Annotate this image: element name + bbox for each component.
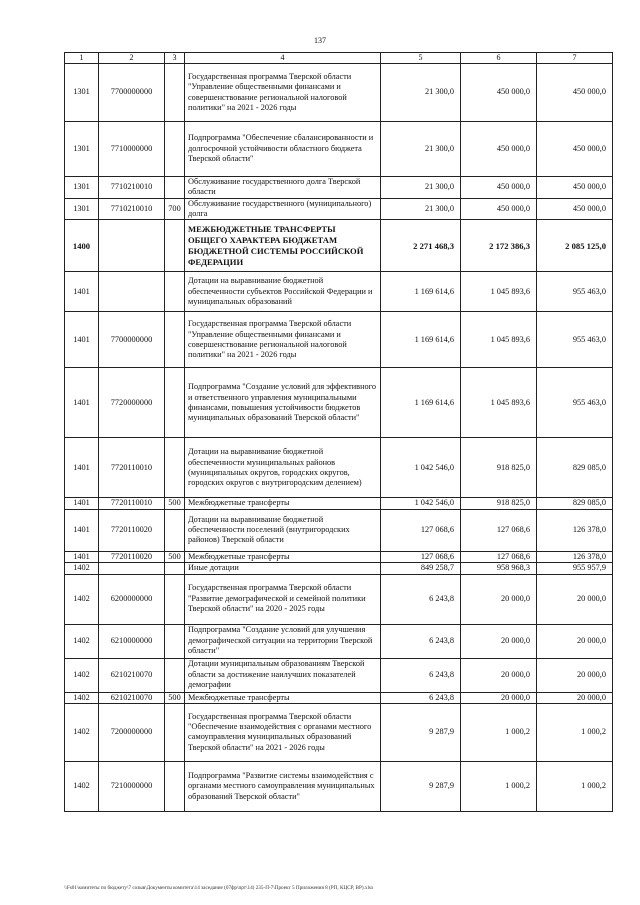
amount-2025-cell: 1 045 893,6 (461, 312, 537, 368)
target-code-cell: 7720110020 (99, 509, 165, 551)
section-code-cell: 1401 (65, 272, 99, 312)
table-row (65, 220, 613, 272)
table-row (65, 624, 613, 658)
expense-type-cell (165, 574, 185, 624)
column-header: 7 (537, 53, 613, 64)
column-header: 6 (461, 53, 537, 64)
file-path-footer: \\Fs01\комитеты по бюджету\7 созыв\Документы комитета\14 заседание (07фр\прт\14) 235-П-7\Проект 5 Приложения 8 (РП, КЦСР, ВР).xlsx (64, 885, 374, 891)
table-row (65, 761, 613, 811)
description-cell: Межбюджетные трансферты (185, 692, 381, 703)
amount-2025-cell: 20 000,0 (461, 624, 537, 658)
amount-2025-cell: 1 045 893,6 (461, 272, 537, 312)
amount-2025-cell: 450 000,0 (461, 122, 537, 177)
amount-2024-cell: 127 068,6 (381, 551, 461, 562)
target-code-cell: 6210000000 (99, 624, 165, 658)
expense-type-cell: 500 (165, 498, 185, 509)
amount-2024-cell: 1 169 614,6 (381, 368, 461, 438)
amount-2024-cell: 1 169 614,6 (381, 272, 461, 312)
description-cell: Обслуживание государственного (муниципального) долга (185, 198, 381, 220)
amount-2026-cell: 955 463,0 (537, 272, 613, 312)
target-code-cell: 7720110010 (99, 438, 165, 498)
amount-2025-cell: 1 000,2 (461, 761, 537, 811)
expense-type-cell (165, 220, 185, 272)
target-code-cell: 7710210010 (99, 177, 165, 199)
column-header: 5 (381, 53, 461, 64)
description-cell: Дотации муниципальным образованиям Тверской области за достижение наилучших показателей демографии (185, 658, 381, 692)
expense-type-cell (165, 64, 185, 122)
table-row (65, 122, 613, 177)
section-code-cell: 1301 (65, 64, 99, 122)
description-cell: Государственная программа Тверской области "Управление общественными финансами и совершенствование региональной налоговой политики" на 2021 - 2026 годы (185, 64, 381, 122)
table-row (65, 563, 613, 574)
section-code-cell: 1402 (65, 658, 99, 692)
amount-2026-cell: 450 000,0 (537, 64, 613, 122)
amount-2024-cell: 6 243,8 (381, 692, 461, 703)
amount-2024-cell: 849 258,7 (381, 563, 461, 574)
amount-2025-cell: 1 045 893,6 (461, 368, 537, 438)
amount-2025-cell: 450 000,0 (461, 64, 537, 122)
description-cell: МЕЖБЮДЖЕТНЫЕ ТРАНСФЕРТЫ ОБЩЕГО ХАРАКТЕРА БЮДЖЕТАМ БЮДЖЕТНОЙ СИСТЕМЫ РОССИЙСКОЙ ФЕДЕРАЦИИ (185, 220, 381, 272)
amount-2025-cell: 958 968,3 (461, 563, 537, 574)
amount-2024-cell: 6 243,8 (381, 624, 461, 658)
amount-2024-cell: 2 271 468,3 (381, 220, 461, 272)
table-row (65, 658, 613, 692)
description-cell: Государственная программа Тверской области "Развитие демографической и семейной политики Тверской области" на 2020 - 2025 годы (185, 574, 381, 624)
expense-type-cell (165, 703, 185, 761)
table-row (65, 438, 613, 498)
expense-type-cell (165, 272, 185, 312)
amount-2025-cell: 1 000,2 (461, 703, 537, 761)
expense-type-cell (165, 624, 185, 658)
amount-2024-cell: 1 042 546,0 (381, 498, 461, 509)
target-code-cell: 6200000000 (99, 574, 165, 624)
section-code-cell: 1401 (65, 368, 99, 438)
amount-2026-cell: 126 378,0 (537, 551, 613, 562)
section-code-cell: 1401 (65, 551, 99, 562)
section-code-cell: 1402 (65, 692, 99, 703)
amount-2026-cell: 955 463,0 (537, 312, 613, 368)
description-cell: Дотации на выравнивание бюджетной обеспеченности муниципальных районов (муниципальных округов, городских округов, городских округов с внутригородским делением) (185, 438, 381, 498)
target-code-cell (99, 272, 165, 312)
table-row (65, 177, 613, 199)
amount-2026-cell: 450 000,0 (537, 122, 613, 177)
target-code-cell: 6210210070 (99, 692, 165, 703)
description-cell: Межбюджетные трансферты (185, 498, 381, 509)
section-code-cell: 1301 (65, 198, 99, 220)
description-cell: Подпрограмма "Создание условий для улучшения демографической ситуации на территории Тверской области" (185, 624, 381, 658)
section-code-cell: 1400 (65, 220, 99, 272)
section-code-cell: 1402 (65, 761, 99, 811)
section-code-cell: 1401 (65, 498, 99, 509)
description-cell: Подпрограмма "Создание условий для эффективного и ответственного управления муниципальными финансами, повышения устойчивости бюджетов муниципальных образований Тверской области" (185, 368, 381, 438)
table-row (65, 692, 613, 703)
table-row (65, 272, 613, 312)
description-cell: Дотации на выравнивание бюджетной обеспеченности поселений (внутригородских районов) Тверской области (185, 509, 381, 551)
target-code-cell: 6210210070 (99, 658, 165, 692)
amount-2024-cell: 6 243,8 (381, 658, 461, 692)
target-code-cell: 7210000000 (99, 761, 165, 811)
table-row (65, 312, 613, 368)
expense-type-cell: 500 (165, 692, 185, 703)
section-code-cell: 1401 (65, 509, 99, 551)
amount-2025-cell: 918 825,0 (461, 498, 537, 509)
section-code-cell: 1301 (65, 177, 99, 199)
amount-2024-cell: 127 068,6 (381, 509, 461, 551)
amount-2026-cell: 955 463,0 (537, 368, 613, 438)
expense-type-cell (165, 658, 185, 692)
amount-2024-cell: 1 169 614,6 (381, 312, 461, 368)
section-code-cell: 1301 (65, 122, 99, 177)
section-code-cell: 1402 (65, 703, 99, 761)
expense-type-cell (165, 312, 185, 368)
amount-2025-cell: 20 000,0 (461, 574, 537, 624)
expense-type-cell (165, 438, 185, 498)
description-cell: Государственная программа Тверской области "Обеспечение взаимодействия с органами местного самоуправления муниципальных образований Тверской области" на 2021 - 2026 годы (185, 703, 381, 761)
description-cell: Подпрограмма "Развитие системы взаимодействия с органами местного самоуправления муниципальных образований Тверской области" (185, 761, 381, 811)
section-code-cell: 1401 (65, 438, 99, 498)
expense-type-cell (165, 761, 185, 811)
amount-2025-cell: 2 172 386,3 (461, 220, 537, 272)
amount-2026-cell: 450 000,0 (537, 198, 613, 220)
target-code-cell: 7710000000 (99, 122, 165, 177)
target-code-cell (99, 220, 165, 272)
amount-2026-cell: 20 000,0 (537, 624, 613, 658)
section-code-cell: 1402 (65, 574, 99, 624)
amount-2024-cell: 1 042 546,0 (381, 438, 461, 498)
amount-2026-cell: 20 000,0 (537, 574, 613, 624)
amount-2026-cell: 2 085 125,0 (537, 220, 613, 272)
column-header: 4 (185, 53, 381, 64)
table-row (65, 551, 613, 562)
description-cell: Государственная программа Тверской области "Управление общественными финансами и совершенствование региональной налоговой политики" на 2021 - 2026 годы (185, 312, 381, 368)
amount-2025-cell: 20 000,0 (461, 692, 537, 703)
target-code-cell: 7720110020 (99, 551, 165, 562)
table-row (65, 368, 613, 438)
amount-2024-cell: 9 287,9 (381, 761, 461, 811)
amount-2026-cell: 20 000,0 (537, 658, 613, 692)
amount-2024-cell: 21 300,0 (381, 122, 461, 177)
description-cell: Иные дотации (185, 563, 381, 574)
budget-table (64, 52, 613, 812)
page-number: 137 (314, 36, 326, 45)
section-code-cell: 1402 (65, 624, 99, 658)
amount-2026-cell: 1 000,2 (537, 703, 613, 761)
expense-type-cell: 500 (165, 551, 185, 562)
expense-type-cell (165, 563, 185, 574)
amount-2026-cell: 20 000,0 (537, 692, 613, 703)
amount-2026-cell: 1 000,2 (537, 761, 613, 811)
expense-type-cell (165, 509, 185, 551)
table-header-row (65, 53, 613, 64)
amount-2024-cell: 9 287,9 (381, 703, 461, 761)
target-code-cell (99, 563, 165, 574)
amount-2026-cell: 829 085,0 (537, 498, 613, 509)
amount-2025-cell: 20 000,0 (461, 658, 537, 692)
expense-type-cell (165, 122, 185, 177)
expense-type-cell (165, 177, 185, 199)
description-cell: Дотации на выравнивание бюджетной обеспеченности субъектов Российской Федерации и муниципальных образований (185, 272, 381, 312)
amount-2025-cell: 450 000,0 (461, 198, 537, 220)
expense-type-cell: 700 (165, 198, 185, 220)
amount-2025-cell: 127 068,6 (461, 551, 537, 562)
amount-2026-cell: 955 957,9 (537, 563, 613, 574)
table-row (65, 703, 613, 761)
target-code-cell: 7700000000 (99, 312, 165, 368)
target-code-cell: 7710210010 (99, 198, 165, 220)
target-code-cell: 7720000000 (99, 368, 165, 438)
section-code-cell: 1402 (65, 563, 99, 574)
amount-2024-cell: 21 300,0 (381, 177, 461, 199)
table-row (65, 509, 613, 551)
table-row (65, 498, 613, 509)
column-header: 3 (165, 53, 185, 64)
amount-2025-cell: 127 068,6 (461, 509, 537, 551)
description-cell: Обслуживание государственного долга Тверской области (185, 177, 381, 199)
target-code-cell: 7200000000 (99, 703, 165, 761)
amount-2024-cell: 21 300,0 (381, 198, 461, 220)
table-row (65, 198, 613, 220)
amount-2026-cell: 126 378,0 (537, 509, 613, 551)
column-header: 1 (65, 53, 99, 64)
amount-2024-cell: 6 243,8 (381, 574, 461, 624)
target-code-cell: 7720110010 (99, 498, 165, 509)
amount-2026-cell: 829 085,0 (537, 438, 613, 498)
table-row (65, 574, 613, 624)
amount-2026-cell: 450 000,0 (537, 177, 613, 199)
target-code-cell: 7700000000 (99, 64, 165, 122)
section-code-cell: 1401 (65, 312, 99, 368)
column-header: 2 (99, 53, 165, 64)
description-cell: Межбюджетные трансферты (185, 551, 381, 562)
table-row (65, 64, 613, 122)
amount-2025-cell: 450 000,0 (461, 177, 537, 199)
amount-2025-cell: 918 825,0 (461, 438, 537, 498)
description-cell: Подпрограмма "Обеспечение сбалансированности и долгосрочной устойчивости областного бюджета Тверской области" (185, 122, 381, 177)
expense-type-cell (165, 368, 185, 438)
amount-2024-cell: 21 300,0 (381, 64, 461, 122)
